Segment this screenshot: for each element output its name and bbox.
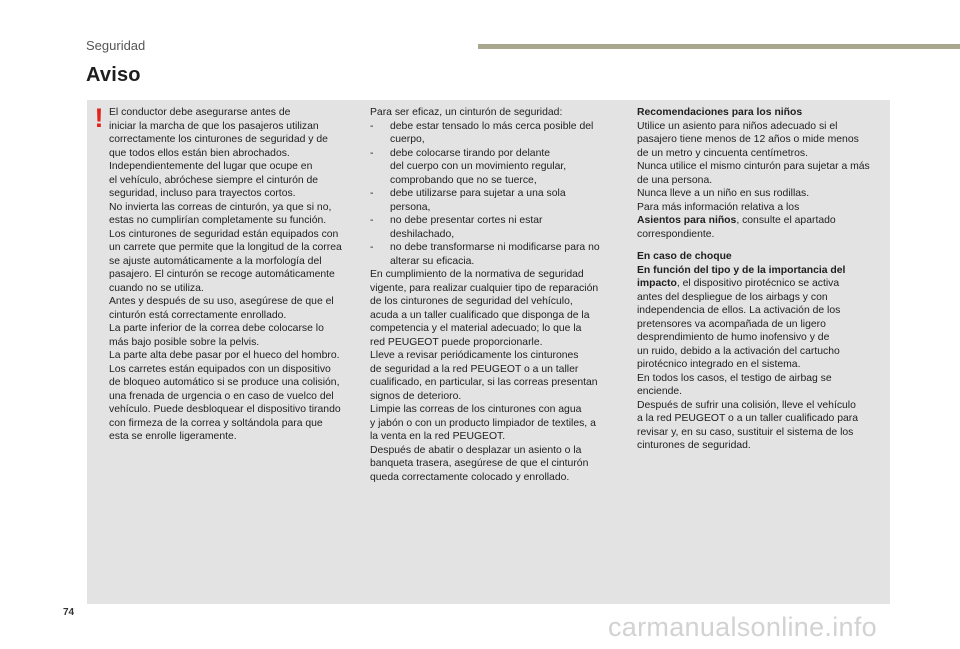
text-line: de seguridad a la red PEUGEOT o a un taller — [370, 363, 579, 375]
children-heading: Recomendaciones para los niños — [637, 107, 803, 118]
crash-subheading-cont: impacto, el dispositivo pirotécnico se activa — [637, 278, 840, 289]
children-last-line: correspondiente. — [637, 228, 715, 240]
watermark: carmanualsonline.info — [608, 612, 877, 642]
bullet-line: comprobando que no se tuerce, — [390, 174, 537, 186]
text-line: estas no cumplirían completamente su función. — [109, 215, 327, 226]
text-line: Independientemente del lugar que ocupe en — [109, 161, 313, 172]
text-line: iniciar la marcha de que los pasajeros utilizan — [109, 120, 319, 132]
text-line: queda correctamente colocado y enrollado. — [370, 471, 570, 483]
bullet-line: deshilachado, — [390, 228, 455, 240]
column-belt-usage — [370, 106, 620, 484]
text-line: La parte inferior de la correa debe colocarse lo — [109, 323, 324, 334]
text-line: El conductor debe asegurarse antes de — [109, 107, 291, 118]
text-line: un carrete que permite que la longitud de la correa — [109, 242, 342, 253]
text-line: No invierta las correas de cinturón, ya que si no, — [109, 201, 332, 213]
belt-requirements-list — [370, 120, 620, 269]
text-line: cinturón está correctamente enrollado. — [109, 309, 287, 321]
text-line: la venta en la red PEUGEOT. — [370, 431, 506, 442]
bullet-line: debe estar tensado lo más cerca posible del — [390, 120, 594, 132]
text-line: red PEUGEOT puede proporcionarle. — [370, 336, 543, 348]
bullet-line: alterar su eficacia. — [390, 255, 475, 267]
bullet-line: del cuerpo con un movimiento regular, — [390, 161, 567, 172]
text-line: revisar y, en su caso, sustituir el sistema de los — [637, 426, 854, 438]
bullet-text — [390, 187, 620, 214]
belt-maintenance-lines — [370, 268, 620, 484]
bullet-text — [390, 241, 620, 268]
page-title: Aviso — [86, 64, 141, 86]
text-line: que todos ellos están bien abrochados. — [109, 147, 290, 159]
text-line: el vehículo, abróchese siempre el cinturón de — [109, 174, 319, 186]
bullet-dash: - — [370, 215, 374, 226]
bullet-dash: - — [370, 147, 374, 159]
text-line: Los carretes están equipados con un dispositivo — [109, 363, 331, 375]
text-line: enciende. — [637, 386, 683, 397]
text-line: correctamente los cinturones de seguridad y de — [109, 134, 328, 145]
text-line: una frenada de urgencia o en caso de vuelco del — [109, 390, 334, 402]
text-line: Después de sufrir una colisión, lleve el vehículo — [637, 399, 856, 411]
bullet-dash: - — [370, 242, 374, 253]
children-reference: Asientos para niños, consulte el apartado — [637, 215, 836, 226]
text-line: Antes y después de su uso, asegúrese de que el — [109, 296, 334, 307]
text-line: Limpie las correas de los cinturones con agua — [370, 404, 582, 415]
belt-requirement-item — [370, 241, 620, 268]
crash-heading: En caso de choque — [637, 251, 732, 262]
text-line: acuda a un taller cualificado que disponga de la — [370, 309, 590, 321]
text-line: seguridad, incluso para trayectos cortos. — [109, 188, 296, 199]
text-line: de bloqueo automático si se produce una colisión, — [109, 377, 340, 388]
text-line: a la red PEUGEOT o a un taller cualificado para — [637, 413, 859, 424]
text-line: de un metro y cincuenta centímetros. — [637, 147, 808, 159]
text-line: de los cinturones de seguridad del vehículo, — [370, 296, 573, 307]
text-line: vigente, para realizar cualquier tipo de reparación — [370, 282, 599, 294]
exclamation-icon: ! — [94, 103, 104, 133]
section-rule — [478, 44, 960, 49]
bullet-dash: - — [370, 120, 374, 132]
text-line: La parte alta debe pasar por el hueco del hombro. — [109, 350, 340, 361]
bullet-line: persona, — [390, 201, 431, 213]
text-line: Para más información relativa a los — [637, 201, 800, 213]
column-warning-text — [109, 106, 357, 444]
text-line: de una persona. — [637, 174, 713, 186]
text-line: y jabón o con un producto limpiador de textiles, a — [370, 417, 596, 429]
text-line: Nunca utilice el mismo cinturón para sujetar a más — [637, 161, 870, 172]
belt-requirement-item — [370, 120, 620, 147]
belt-requirement-item — [370, 214, 620, 241]
text-line: cualificado, en particular, si las correas presentan — [370, 377, 598, 388]
text-line: pretensores va acompañada de un ligero — [637, 318, 826, 330]
text-line: pasajero tiene menos de 12 años o mide menos — [637, 134, 859, 145]
bullet-line: no debe presentar cortes ni estar — [390, 215, 543, 226]
bullet-text — [390, 120, 620, 147]
bullet-text — [390, 147, 620, 188]
text-line: En todos los casos, el testigo de airbag se — [637, 372, 832, 384]
crash-subheading: En función del tipo y de la importancia del — [637, 264, 846, 276]
crash-lines — [637, 291, 887, 453]
text-line: En cumplimiento de la normativa de seguridad — [370, 269, 584, 280]
bullet-line: no debe transformarse ni modificarse para no — [390, 242, 600, 253]
text-line: pirotécnico integrado en el sistema. — [637, 359, 801, 370]
bullet-line: cuerpo, — [390, 134, 425, 145]
text-line: banqueta trasera, asegúrese de que el cinturón — [370, 458, 589, 469]
text-line: esta se enrolle ligeramente. — [109, 431, 237, 442]
text-line: desprendimiento de humo inofensivo y de — [637, 332, 830, 343]
belt-requirement-item — [370, 187, 620, 214]
section-label: Seguridad — [86, 38, 146, 53]
text-line: cinturones de seguridad. — [637, 440, 751, 451]
bullet-text — [390, 214, 620, 241]
text-line: vehículo. Puede desbloquear el dispositivo tirando — [109, 404, 341, 415]
bullet-line: debe utilizarse para sujetar a una sola — [390, 188, 566, 199]
text-line: competencia y el material adecuado; lo que la — [370, 323, 582, 334]
text-line: Lleve a revisar periódicamente los cinturones — [370, 350, 579, 361]
text-line: signos de deterioro. — [370, 390, 462, 402]
text-line: cuando no se utiliza. — [109, 282, 204, 294]
text-line: independencia de ellos. La activación de los — [637, 305, 841, 316]
text-line: se ajuste automáticamente a la morfología del — [109, 255, 322, 267]
text-line: Utilice un asiento para niños adecuado si el — [637, 120, 838, 132]
text-line: un ruido, debido a la activación del cartucho — [637, 345, 840, 357]
text-line: pasajero. El cinturón se recoge automáticamente — [109, 269, 335, 280]
children-ref-link: Asientos para niños — [637, 215, 737, 226]
belt-intro: Para ser eficaz, un cinturón de seguridad: — [370, 107, 563, 118]
column-children-crash — [637, 106, 887, 453]
bullet-line: debe colocarse tirando por delante — [390, 147, 551, 159]
text-line: Nunca lleve a un niño en sus rodillas. — [637, 188, 810, 199]
text-line: más bajo posible sobre la pelvis. — [109, 336, 260, 348]
text-line: antes del despliegue de los airbags y con — [637, 291, 828, 303]
children-lines — [637, 120, 887, 215]
text-line: Después de abatir o desplazar un asiento o la — [370, 444, 582, 456]
bullet-dash: - — [370, 188, 374, 199]
text-line: con firmeza de la correa y soltándola para que — [109, 417, 323, 429]
text-line: Los cinturones de seguridad están equipados con — [109, 228, 339, 240]
belt-requirement-item — [370, 147, 620, 188]
page-number: 74 — [63, 607, 75, 618]
col1-lines — [109, 106, 357, 444]
